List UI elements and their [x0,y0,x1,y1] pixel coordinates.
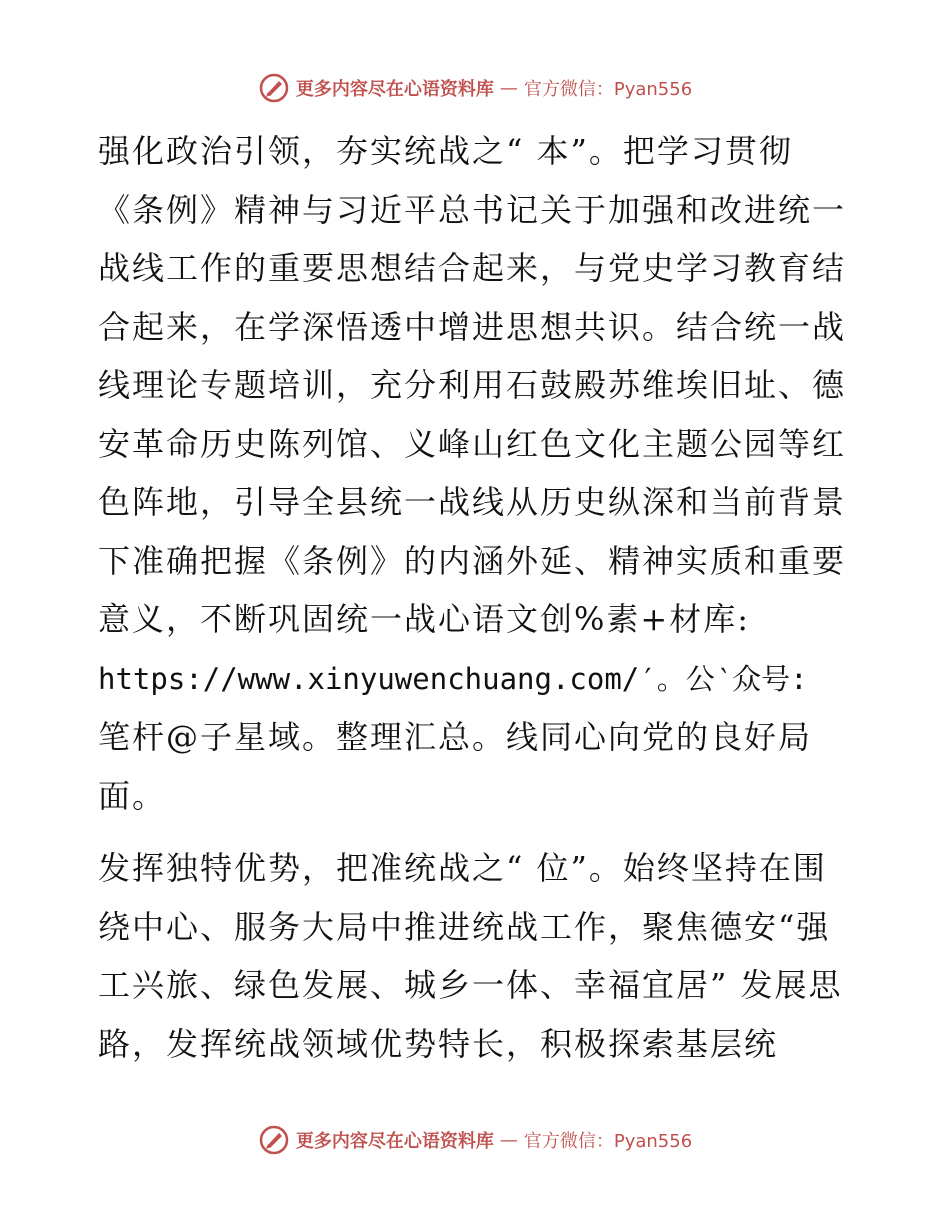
paragraph-1-url: https://www.xinyuwenchuang.com/′。公‵众号: [98,661,808,696]
paragraph-1 [98,122,858,825]
paragraph-1-tail: 笔杆@子星域。整理汇总。线同心向党的良好局面。 [98,718,813,815]
header-banner [0,72,950,104]
banner-dash: — [499,1129,518,1151]
logo-icon [258,72,290,104]
banner-text: 更多内容尽在心语资料库 [295,1131,494,1152]
logo-icon [258,1124,290,1156]
banner-contact: 官方微信：Pyan556 [523,1131,693,1152]
document-body [98,122,858,1073]
footer-banner [0,1124,950,1156]
banner-text: 更多内容尽在心语资料库 [295,79,494,100]
paragraph-1-text: 强化政治引领，夯实统战之“ 本”。把学习贯彻《条例》精神与习近平总书记关于加强和改进统一战线工作的重要思想结合起来，与党史学习教育结合起来，在学深悟透中增进思想共识。结合统一战线理论专题培训，充分利用石鼓殿苏维埃旧址、德安革命历史陈列馆、义峰山红色文化主题公园等红色阵地，引导全县统一战线从历史纵深和当前背景下准确把握《条例》的内涵外延、精神实质和重要意义，不断巩固统一战心语文创%素+材库: [98,132,847,638]
paragraph-2: 发挥独特优势，把准统战之“ 位”。始终坚持在围绕中心、服务大局中推进统战工作，聚焦德安“强工兴旅、绿色发展、城乡一体、幸福宜居” 发展思路，发挥统战领域优势特长，积极探索基层统 [98,849,843,1063]
banner-contact: 官方微信：Pyan556 [523,79,693,100]
banner-dash: — [499,77,518,99]
